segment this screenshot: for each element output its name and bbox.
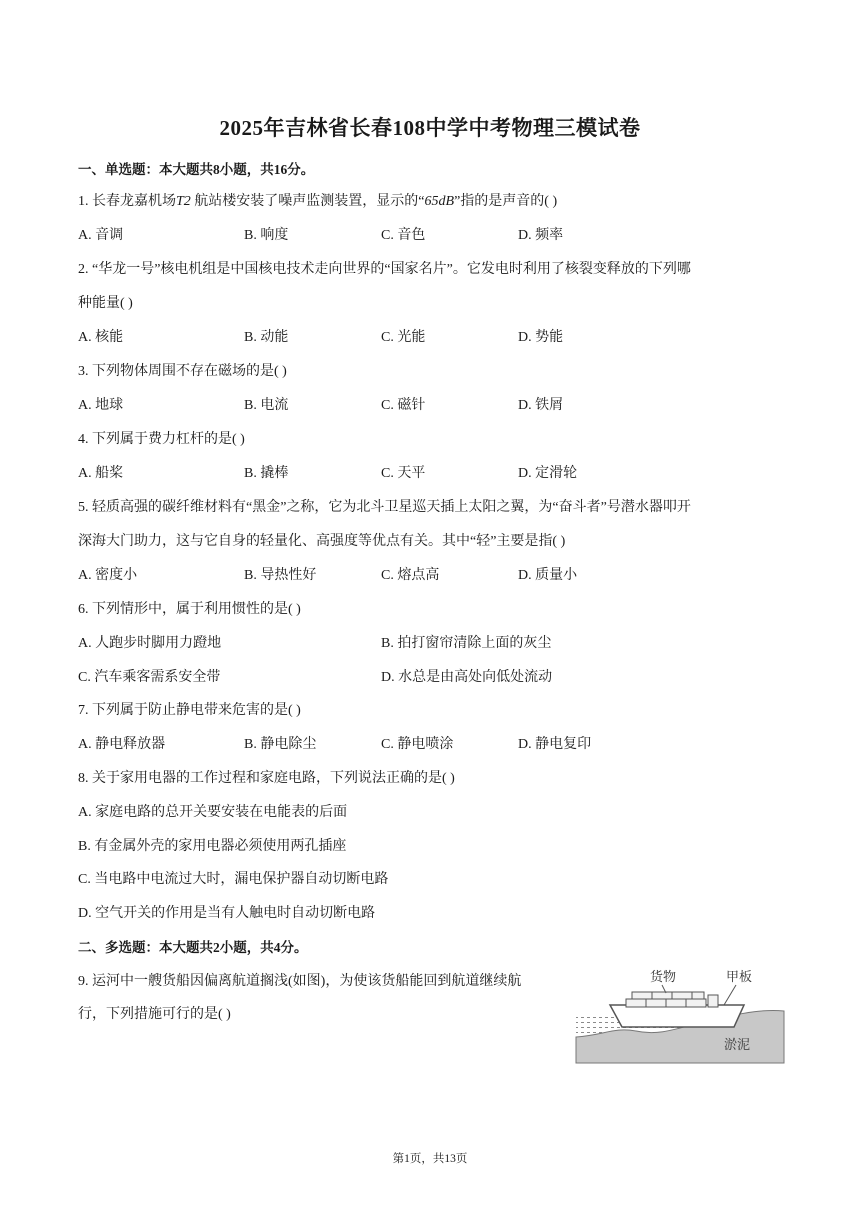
question-8-option-b: B. 有金属外壳的家用电器必须使用两孔插座 xyxy=(78,839,347,854)
question-1 xyxy=(78,190,557,210)
question-9-line-2: 行，下列措施可行的是( ) xyxy=(78,1007,231,1022)
question-9-line-1: 9. 运河中一艘货船因偏离航道搁浅(如图)，为使该货船能回到航道继续航 xyxy=(78,974,522,989)
question-7-option-b: B. 静电除尘 xyxy=(244,737,317,752)
question-4-option-a: A. 船桨 xyxy=(78,466,124,481)
question-1-option-d: D. 频率 xyxy=(518,228,564,243)
question-2-line-1: 2. “华龙一号”核电机组是中国核电技术走向世界的“国家名片”。它发电时利用了核裂变释放的下列哪 xyxy=(78,262,691,277)
ship-hull xyxy=(610,1005,744,1027)
question-2-option-c: C. 光能 xyxy=(381,330,426,345)
question-5-line-2: 深海大门助力，这与它自身的轻量化、高强度等优点有关。其中“轻”主要是指( ) xyxy=(78,534,566,549)
question-8-option-c: C. 当电路中电流过大时，漏电保护器自动切断电路 xyxy=(78,872,389,887)
question-3: 3. 下列物体周围不存在磁场的是( ) xyxy=(78,364,287,379)
question-7-option-d: D. 静电复印 xyxy=(518,737,592,752)
question-8-option-a: A. 家庭电路的总开关要安装在电能表的后面 xyxy=(78,805,348,820)
question-6-option-d: D. 水总是由高处向低处流动 xyxy=(381,670,553,685)
deck-label: 甲板 xyxy=(726,970,753,985)
question-4: 4. 下列属于费力杠杆的是( ) xyxy=(78,432,245,447)
section-single-choice-heading: 一、单选题：本大题共8小题，共16分。 xyxy=(78,162,315,177)
question-6-option-b: B. 拍打窗帘清除上面的灰尘 xyxy=(381,636,552,651)
question-3-option-a: A. 地球 xyxy=(78,398,124,413)
question-1-math-db: 65dB xyxy=(424,194,455,209)
question-1-option-a: A. 音调 xyxy=(78,228,124,243)
question-8-option-d: D. 空气开关的作用是当有人触电时自动切断电路 xyxy=(78,906,376,921)
question-5-option-d: D. 质量小 xyxy=(518,568,578,583)
question-4-option-d: D. 定滑轮 xyxy=(518,466,578,481)
question-2-option-b: B. 动能 xyxy=(244,330,289,345)
question-7-option-c: C. 静电喷涂 xyxy=(381,737,454,752)
question-4-option-b: B. 撬棒 xyxy=(244,466,289,481)
question-1-math-t2: T2 xyxy=(176,194,191,209)
mud-label: 淤泥 xyxy=(724,1038,751,1053)
question-8: 8. 关于家用电器的工作过程和家庭电路，下列说法正确的是( ) xyxy=(78,771,455,786)
question-6: 6. 下列情形中，属于利用惯性的是( ) xyxy=(78,602,301,617)
exam-title: 2025年吉林省长春108中学中考物理三模试卷 xyxy=(219,116,641,140)
cargo-containers xyxy=(626,992,718,1007)
question-7: 7. 下列属于防止静电带来危害的是( ) xyxy=(78,703,301,718)
deck-leader-line xyxy=(724,985,736,1005)
question-5-line-1: 5. 轻质高强的碳纤维材料有“黑金”之称，它为北斗卫星巡天插上太阳之翼，为“奋斗者”号潜水器叩开 xyxy=(78,500,691,515)
question-1-text-post: ”指的是声音的( ) xyxy=(454,194,558,209)
question-6-option-c: C. 汽车乘客需系安全带 xyxy=(78,670,221,685)
cargo-label: 货物 xyxy=(650,970,677,985)
question-6-option-a: A. 人跑步时脚用力蹬地 xyxy=(78,636,222,651)
question-4-option-c: C. 天平 xyxy=(381,466,426,481)
question-2-line-2: 种能量( ) xyxy=(78,296,133,311)
question-7-option-a: A. 静电释放器 xyxy=(78,737,166,752)
question-1-text-mid: 航站楼安装了噪声监测装置，显示的“ xyxy=(190,194,425,209)
section-multiple-choice-heading: 二、多选题：本大题共2小题，共4分。 xyxy=(78,940,308,955)
question-3-option-c: C. 磁针 xyxy=(381,398,426,413)
question-3-option-b: B. 电流 xyxy=(244,398,289,413)
question-5-option-c: C. 熔点高 xyxy=(381,568,440,583)
question-3-option-d: D. 铁屑 xyxy=(518,398,564,413)
question-1-text-pre: 1. 长春龙嘉机场 xyxy=(78,194,176,209)
page-footer: 第1页，共13页 xyxy=(392,1153,468,1165)
question-1-option-b: B. 响度 xyxy=(244,228,289,243)
question-2-option-a: A. 核能 xyxy=(78,330,124,345)
question-5-option-b: B. 导热性好 xyxy=(244,568,317,583)
question-1-option-c: C. 音色 xyxy=(381,228,426,243)
question-5-option-a: A. 密度小 xyxy=(78,568,138,583)
question-2-option-d: D. 势能 xyxy=(518,330,564,345)
stranded-ship-figure xyxy=(574,965,786,1065)
